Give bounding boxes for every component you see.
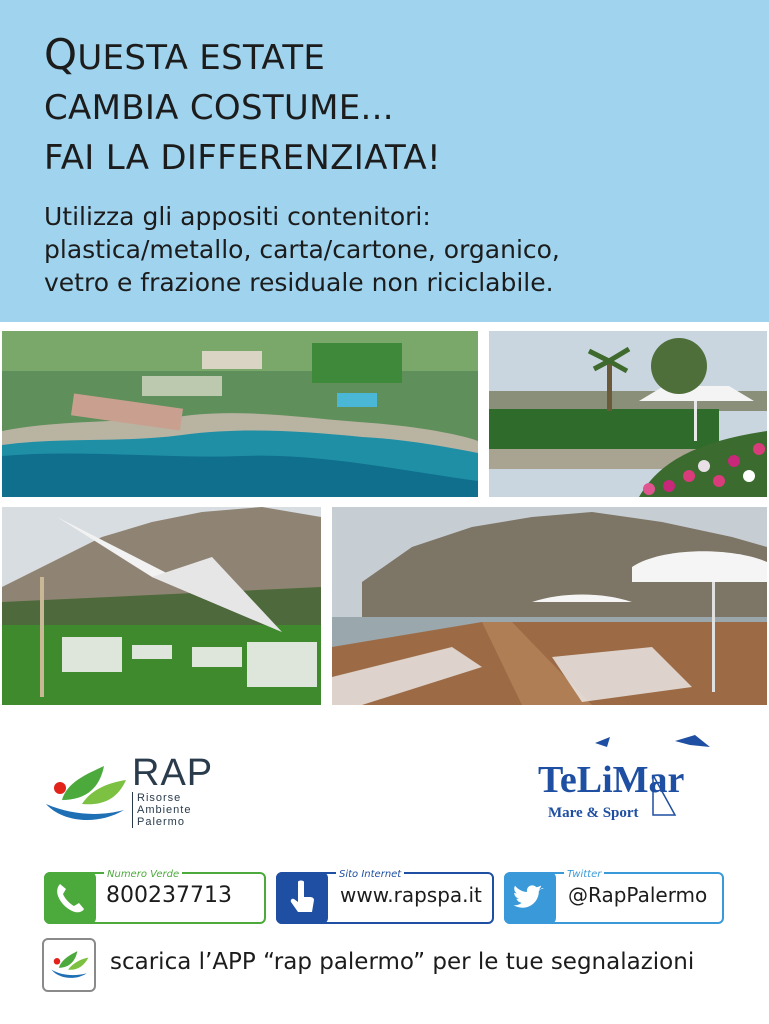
pointer-hand-icon: [276, 872, 328, 924]
instructions-text: [44, 200, 560, 299]
headline: [44, 30, 441, 183]
rap-subtitle-3: Palermo: [137, 816, 185, 828]
rap-logo-icon: [42, 752, 132, 832]
instructions-line-1: Utilizza gli appositi contenitori:: [44, 202, 431, 231]
headline-line-2: CAMBIA COSTUME...: [44, 88, 394, 128]
lounge-sail-photo: [2, 507, 321, 705]
rap-subtitle-2: Ambiente: [137, 804, 192, 816]
beach-deck-photo: [332, 507, 767, 705]
aerial-coast-photo: [2, 331, 478, 497]
phone-contact[interactable]: [44, 869, 266, 928]
website-url: www.rapspa.it: [340, 883, 482, 907]
instructions-line-2: plastica/metallo, carta/cartone, organico,: [44, 235, 560, 264]
twitter-contact[interactable]: [504, 869, 724, 928]
headline-initial: Q: [44, 30, 78, 79]
instructions-line-3: vetro e frazione residuale non riciclabile.: [44, 268, 554, 297]
twitter-bird-icon: [504, 872, 556, 924]
phone-label: Numero Verde: [104, 869, 182, 880]
rap-name: RAP: [132, 752, 214, 794]
headline-line-3: FAI LA DIFFERENZIATA!: [44, 138, 441, 178]
website-contact[interactable]: [276, 869, 494, 928]
app-download-text: scarica l’APP “rap palermo” per le tue segnalazioni: [110, 949, 695, 975]
app-download-banner[interactable]: [42, 938, 722, 992]
rap-subtitle-1: Risorse: [137, 792, 182, 804]
telimar-name: TeLiMar: [538, 759, 685, 801]
rap-app-icon: [42, 938, 96, 992]
telimar-subtitle: Mare & Sport: [548, 805, 639, 821]
website-label: Sito Internet: [336, 869, 404, 880]
headline-line-1: UESTA ESTATE: [77, 38, 326, 78]
garden-flowers-photo: [489, 331, 767, 497]
rap-subtitle: [132, 792, 191, 828]
twitter-label: Twitter: [564, 869, 604, 880]
phone-number: 800237713: [106, 883, 232, 908]
phone-icon: [44, 872, 96, 924]
twitter-handle: @RapPalermo: [568, 883, 708, 907]
